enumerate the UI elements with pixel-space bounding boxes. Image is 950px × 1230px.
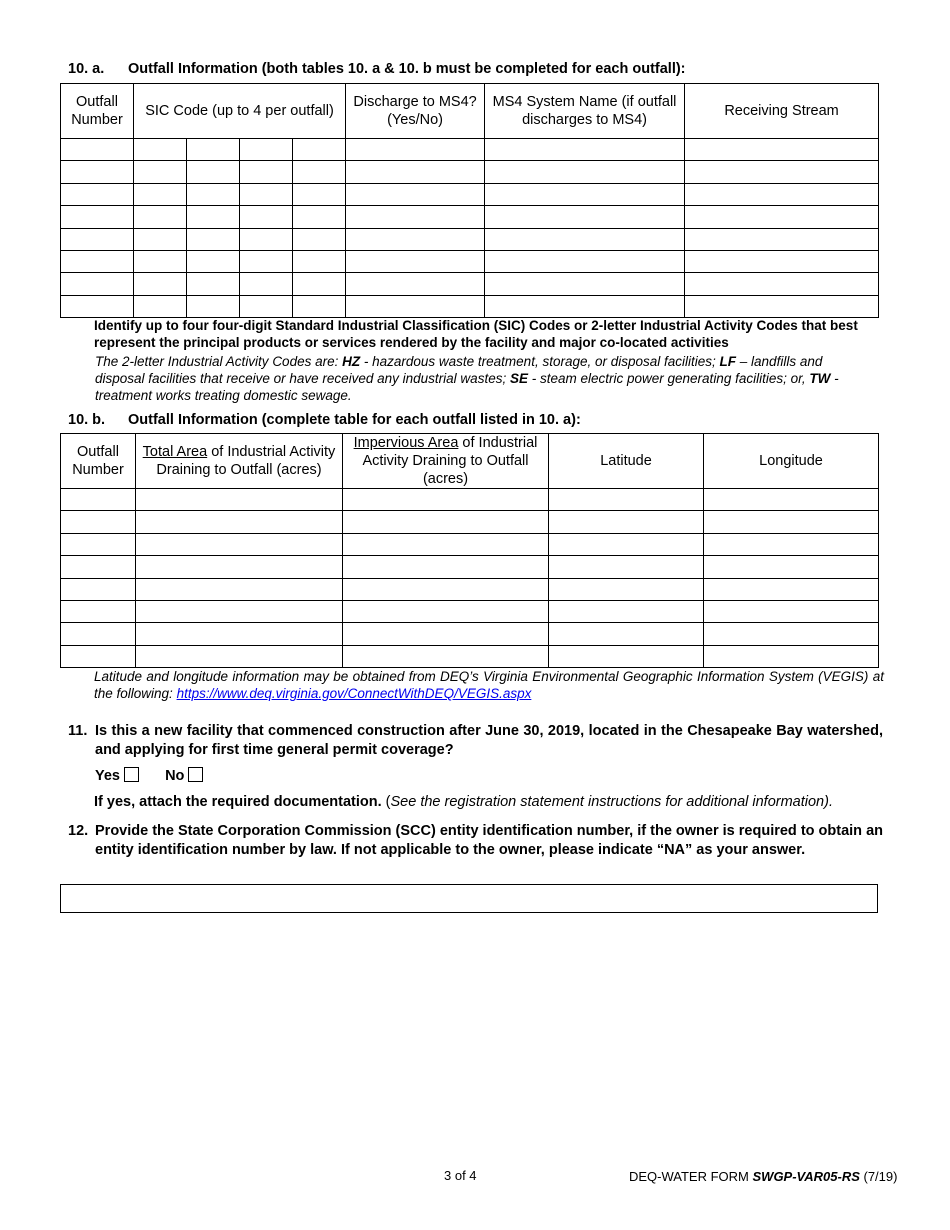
question-11-number: 11. <box>68 723 88 739</box>
sic-code-cell[interactable] <box>293 295 346 317</box>
code-tw: TW <box>809 371 831 386</box>
col-header-sic-code: SIC Code (up to 4 per outfall) <box>134 84 346 139</box>
q11-instruction <box>94 794 833 810</box>
table-row <box>61 623 879 645</box>
sic-code-instructions: Identify up to four four-digit Standard Industrial Classification (SIC) Codes or 2-letter Industrial Activity Codes that best represent the principal products or services rendered by the facility and major co-located activities <box>94 318 858 350</box>
latitude-cell[interactable] <box>549 489 704 511</box>
sic-code-cell[interactable] <box>240 139 293 161</box>
form-id: SWGP-VAR05-RS <box>752 1169 860 1184</box>
table-row <box>61 295 879 317</box>
impervious-area-cell[interactable] <box>343 623 549 645</box>
total-area-cell[interactable] <box>136 578 343 600</box>
ms4-system-name-cell[interactable] <box>485 250 685 272</box>
table-row <box>61 139 879 161</box>
outfall-number-cell[interactable] <box>61 206 134 228</box>
col-header-ms4-system-name: MS4 System Name (if outfall discharges to MS4) <box>485 84 685 139</box>
code-lf-text: – landfills and disposal facilities that receive or have received any industrial wastes; <box>95 354 823 386</box>
sic-code-cell[interactable] <box>187 273 240 295</box>
ms4-system-name-cell[interactable] <box>485 183 685 205</box>
sic-code-cell[interactable] <box>134 161 187 183</box>
question-12-number: 12. <box>68 823 89 839</box>
outfall-table-10b <box>60 433 879 668</box>
impervious-area-cell[interactable] <box>343 600 549 622</box>
ms4-system-name-cell[interactable] <box>485 206 685 228</box>
q11-instruction-paren: ( <box>381 794 391 810</box>
sic-code-cell[interactable] <box>293 273 346 295</box>
sic-code-cell[interactable] <box>187 206 240 228</box>
total-area-cell[interactable] <box>136 645 343 667</box>
sic-code-cell[interactable] <box>293 206 346 228</box>
vegis-link[interactable]: https://www.deq.virginia.gov/ConnectWithDEQ/VEGIS.aspx <box>176 686 532 701</box>
table-row <box>61 600 879 622</box>
receiving-stream-cell[interactable] <box>685 250 879 272</box>
discharge-ms4-cell[interactable] <box>346 250 485 272</box>
discharge-ms4-cell[interactable] <box>346 295 485 317</box>
sic-code-cell[interactable] <box>293 228 346 250</box>
impervious-area-cell[interactable] <box>343 533 549 555</box>
form-prefix: DEQ-WATER FORM <box>629 1169 753 1184</box>
section-10b-number: 10. b. <box>68 412 106 428</box>
activity-codes-note <box>95 353 855 404</box>
sic-code-cell[interactable] <box>134 273 187 295</box>
total-area-underlined: Total Area <box>142 444 208 460</box>
code-tw-text: - treatment works treating domestic sewage. <box>95 371 839 403</box>
col-header-total-area <box>136 434 343 489</box>
sic-code-cell[interactable] <box>134 206 187 228</box>
ms4-system-name-cell[interactable] <box>485 228 685 250</box>
sic-code-cell[interactable] <box>134 139 187 161</box>
ms4-system-name-cell[interactable] <box>485 295 685 317</box>
code-se-text: - steam electric power generating facilities; or, <box>527 371 810 386</box>
latitude-cell[interactable] <box>549 578 704 600</box>
table-row <box>61 556 879 578</box>
col-header-latitude: Latitude <box>549 434 704 489</box>
discharge-ms4-cell[interactable] <box>346 139 485 161</box>
sic-code-cell[interactable] <box>293 161 346 183</box>
outfall-number-cell[interactable] <box>61 489 136 511</box>
impervious-area-cell[interactable] <box>343 578 549 600</box>
section-10b-header <box>68 412 581 428</box>
latitude-cell[interactable] <box>549 600 704 622</box>
question-11 <box>68 722 883 760</box>
col-header-discharge-ms4: Discharge to MS4? (Yes/No) <box>346 84 485 139</box>
form-date: (7/19) <box>859 1169 898 1184</box>
sic-code-cell[interactable] <box>240 161 293 183</box>
total-area-cell[interactable] <box>136 489 343 511</box>
table-row <box>61 578 879 600</box>
outfall-number-cell[interactable] <box>61 273 134 295</box>
code-hz: HZ <box>342 354 361 369</box>
yes-checkbox[interactable] <box>124 767 139 782</box>
outfall-number-cell[interactable] <box>61 533 136 555</box>
outfall-number-cell[interactable] <box>61 295 134 317</box>
outfall-number-cell[interactable] <box>61 161 134 183</box>
latitude-cell[interactable] <box>549 623 704 645</box>
sic-code-cell[interactable] <box>293 250 346 272</box>
sic-code-cell[interactable] <box>134 228 187 250</box>
outfall-number-cell[interactable] <box>61 228 134 250</box>
outfall-table-10a <box>60 83 879 318</box>
table-row <box>61 533 879 555</box>
latitude-cell[interactable] <box>549 533 704 555</box>
discharge-ms4-cell[interactable] <box>346 183 485 205</box>
sic-code-cell[interactable] <box>187 250 240 272</box>
no-label: No <box>165 768 185 784</box>
sic-code-cell[interactable] <box>187 228 240 250</box>
no-checkbox[interactable] <box>188 767 203 782</box>
total-area-cell[interactable] <box>136 556 343 578</box>
receiving-stream-cell[interactable] <box>685 183 879 205</box>
q11-instruction-bold: If yes, attach the required documentation. <box>94 794 382 810</box>
table-row <box>61 228 879 250</box>
code-lf: LF <box>719 354 737 369</box>
page-number: 3 of 4 <box>444 1168 477 1183</box>
discharge-ms4-cell[interactable] <box>346 161 485 183</box>
impervious-area-cell[interactable] <box>343 556 549 578</box>
table-row <box>61 183 879 205</box>
receiving-stream-cell[interactable] <box>685 206 879 228</box>
table-row <box>61 206 879 228</box>
sic-code-cell[interactable] <box>187 161 240 183</box>
outfall-number-cell[interactable] <box>61 556 136 578</box>
sic-code-cell[interactable] <box>187 295 240 317</box>
activity-codes-intro: The 2-letter Industrial Activity Codes are: <box>95 354 343 369</box>
outfall-number-cell[interactable] <box>61 250 134 272</box>
total-area-cell[interactable] <box>136 511 343 533</box>
discharge-ms4-cell[interactable] <box>346 206 485 228</box>
longitude-cell[interactable] <box>704 533 879 555</box>
question-11-text: Is this a new facility that commenced construction after June 30, 2019, located in the Chesapeake Bay watershed, and applying for first time general permit coverage? <box>95 723 883 758</box>
section-10b-title: Outfall Information (complete table for each outfall listed in 10. a): <box>128 412 581 428</box>
outfall-number-cell[interactable] <box>61 511 136 533</box>
impervious-area-underlined: Impervious Area <box>353 435 459 451</box>
impervious-area-cell[interactable] <box>343 645 549 667</box>
code-se: SE <box>509 371 528 386</box>
longitude-cell[interactable] <box>704 511 879 533</box>
longitude-cell[interactable] <box>704 600 879 622</box>
col-header-impervious-area <box>343 434 549 489</box>
latitude-cell[interactable] <box>549 556 704 578</box>
latitude-cell[interactable] <box>549 645 704 667</box>
table-row <box>61 273 879 295</box>
receiving-stream-cell[interactable] <box>685 295 879 317</box>
ms4-system-name-cell[interactable] <box>485 161 685 183</box>
question-12-text: Provide the State Corporation Commission (SCC) entity identification number, if the owner is required to obtain an entity identification number by law. If not applicable to the owner, please indicate “NA” as your answer. <box>95 823 883 858</box>
latitude-cell[interactable] <box>549 511 704 533</box>
longitude-cell[interactable] <box>704 623 879 645</box>
sic-code-cell[interactable] <box>187 183 240 205</box>
outfall-number-cell[interactable] <box>61 645 136 667</box>
outfall-number-cell[interactable] <box>61 600 136 622</box>
outfall-number-cell[interactable] <box>61 139 134 161</box>
total-area-cell[interactable] <box>136 623 343 645</box>
sic-code-cell[interactable] <box>240 250 293 272</box>
sic-code-cell[interactable] <box>240 206 293 228</box>
scc-entity-id-input[interactable] <box>60 884 878 913</box>
vegis-note <box>94 668 884 702</box>
col-header-outfall-number-b: Outfall Number <box>61 434 136 489</box>
form-identifier <box>629 1169 897 1184</box>
section-10a-header <box>68 61 686 77</box>
longitude-cell[interactable] <box>704 578 879 600</box>
longitude-cell[interactable] <box>704 556 879 578</box>
sic-code-cell[interactable] <box>240 273 293 295</box>
receiving-stream-cell[interactable] <box>685 139 879 161</box>
ms4-system-name-cell[interactable] <box>485 139 685 161</box>
sic-code-cell[interactable] <box>134 183 187 205</box>
table-row <box>61 511 879 533</box>
q11-yes-no <box>95 767 203 784</box>
section-10a-number: 10. a. <box>68 61 105 77</box>
sic-code-cell[interactable] <box>240 228 293 250</box>
table-row <box>61 250 879 272</box>
q11-instruction-italic: See the registration statement instructions for additional information). <box>390 794 833 810</box>
outfall-number-cell[interactable] <box>61 183 134 205</box>
question-12 <box>68 822 883 860</box>
vegis-note-text: Latitude and longitude information may be obtained from DEQ’s Virginia Environmental Geographic Information System (VEGIS) at the following: <box>94 669 884 701</box>
sic-code-cell[interactable] <box>240 295 293 317</box>
table-row <box>61 161 879 183</box>
yes-label: Yes <box>95 768 120 784</box>
sic-code-cell[interactable] <box>134 250 187 272</box>
table-row <box>61 645 879 667</box>
table-row <box>61 489 879 511</box>
sic-code-cell[interactable] <box>134 295 187 317</box>
sic-code-cell[interactable] <box>240 183 293 205</box>
discharge-ms4-cell[interactable] <box>346 273 485 295</box>
outfall-number-cell[interactable] <box>61 623 136 645</box>
longitude-cell[interactable] <box>704 489 879 511</box>
code-hz-text: - hazardous waste treatment, storage, or disposal facilities; <box>360 354 720 369</box>
col-header-longitude: Longitude <box>704 434 879 489</box>
sic-code-cell[interactable] <box>293 139 346 161</box>
longitude-cell[interactable] <box>704 645 879 667</box>
ms4-system-name-cell[interactable] <box>485 273 685 295</box>
discharge-ms4-cell[interactable] <box>346 228 485 250</box>
outfall-number-cell[interactable] <box>61 578 136 600</box>
total-area-rest: of Industrial Activity Draining to Outfall (acres) <box>156 444 336 478</box>
total-area-cell[interactable] <box>136 533 343 555</box>
col-header-receiving-stream: Receiving Stream <box>685 84 879 139</box>
sic-code-cell[interactable] <box>293 183 346 205</box>
receiving-stream-cell[interactable] <box>685 161 879 183</box>
receiving-stream-cell[interactable] <box>685 273 879 295</box>
sic-code-cell[interactable] <box>187 139 240 161</box>
col-header-outfall-number: Outfall Number <box>61 84 134 139</box>
impervious-area-cell[interactable] <box>343 511 549 533</box>
impervious-area-rest: of Industrial Activity Draining to Outfall (acres) <box>362 435 538 487</box>
total-area-cell[interactable] <box>136 600 343 622</box>
receiving-stream-cell[interactable] <box>685 228 879 250</box>
section-10a-title: Outfall Information (both tables 10. a & 10. b must be completed for each outfall): <box>128 61 686 77</box>
impervious-area-cell[interactable] <box>343 489 549 511</box>
